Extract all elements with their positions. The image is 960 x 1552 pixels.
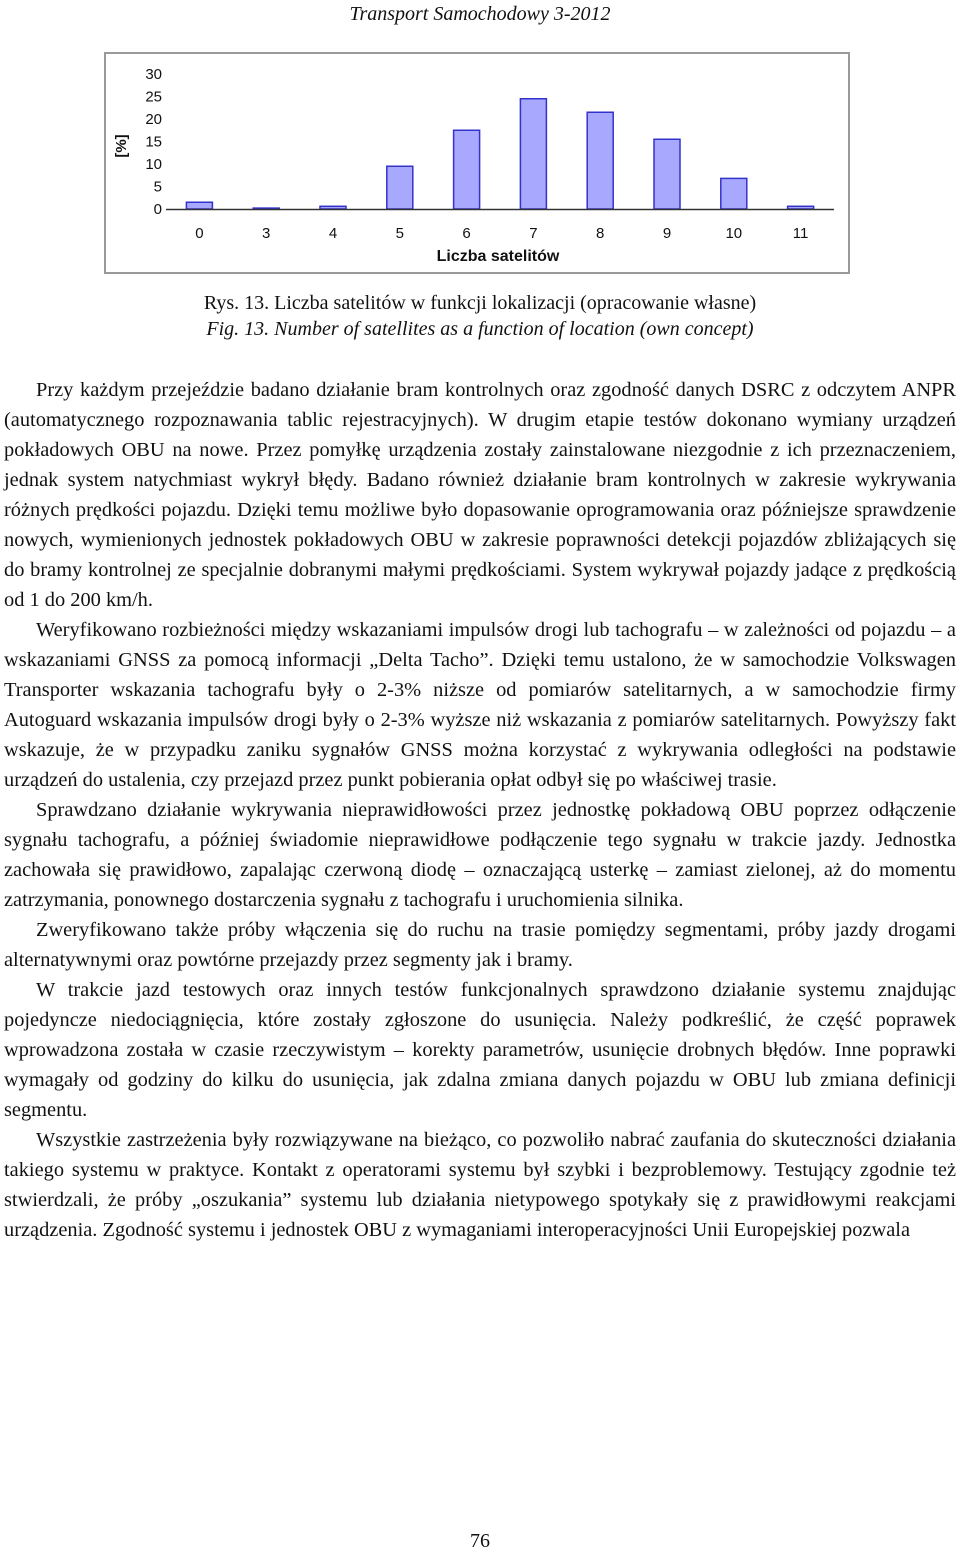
x-tick-label: 11 <box>792 225 809 242</box>
figure-caption-english: Fig. 13. Number of satellites as a function of location (own concept) <box>206 318 754 340</box>
paragraph: W trakcie jazd testowych oraz innych testów funkcjonalnych sprawdzono działanie systemu znajdując pojedyncze niedociągnięcia, które zostały zgłoszone do usunięcia. Należy podkreślić, że część poprawek wprowadzona została w czasie rzeczywistym – korekty parametrów, usunięcie drobnych błędów. Inne poprawki wymagały od godziny do kilku do usunięcia, jak zdalna zmiana danych pojazdu w OBU lub zmiana definicji segmentu. <box>4 979 956 1121</box>
x-tick-label: 9 <box>662 225 672 242</box>
bar <box>454 130 480 209</box>
y-axis-label-group <box>113 134 130 157</box>
y-tick-label: 10 <box>145 156 162 173</box>
x-tick-label: 0 <box>195 225 204 242</box>
figure-bar-chart <box>104 52 850 274</box>
y-axis-label: [%] <box>113 134 130 158</box>
x-tick-label: 10 <box>725 225 743 242</box>
paragraph: Wszystkie zastrzeżenia były rozwiązywane na bieżąco, co pozwoliło nabrać zaufania do skuteczności działania takiego systemu w praktyce. Kontakt z operatorami systemu był szybki i bezproblemowy. Testujący zgodnie też stwierdzali, że próby „oszukania” systemu lub działania nietypowego spotykały się z prawidłowymi reakcjami urządzenia. Zgodność systemu i jednostek OBU z wymaganiami interoperacyjności Unii Europejskiej pozwala <box>4 1129 956 1241</box>
bar <box>186 202 212 209</box>
bar <box>320 206 346 209</box>
x-tick-label: 3 <box>262 225 271 242</box>
figure-caption-polish: Rys. 13. Liczba satelitów w funkcji lokalizacji (opracowanie własne) <box>203 292 757 314</box>
x-axis-ticks <box>195 225 808 242</box>
bar <box>520 99 546 209</box>
bar <box>587 112 613 209</box>
running-header: Transport Samochodowy 3-2012 <box>349 3 611 25</box>
y-tick-label: 15 <box>145 133 162 151</box>
y-tick-label: 5 <box>153 178 162 196</box>
y-tick-label: 30 <box>145 66 162 83</box>
bar <box>788 206 814 209</box>
x-tick-label: 7 <box>529 225 538 242</box>
bars <box>186 99 813 209</box>
x-tick-label: 5 <box>395 225 404 242</box>
x-tick-label: 8 <box>596 225 605 242</box>
chart-canvas <box>106 54 848 272</box>
x-tick-label: 4 <box>328 225 338 242</box>
article-body <box>4 375 956 1245</box>
x-tick-label: 6 <box>462 225 471 242</box>
bar <box>387 166 413 209</box>
y-tick-label: 25 <box>145 88 162 106</box>
bar <box>654 139 680 209</box>
paragraph: Przy każdym przejeździe badano działanie bram kontrolnych oraz zgodność danych DSRC z odczytem ANPR (automatycznego rozpoznawania tablic rejestracyjnych). W drugim etapie testów dokonano wymiany urządzeń pokładowych OBU na nowe. Przez pomyłkę urządzenia zostały zainstalowane niezgodnie z ich przeznaczeniem, jednak system natychmiast wykrył błędy. Badano również działanie bram kontrolnych w zakresie wykrywania różnych prędkości pojazdu. Dzięki temu możliwe było dopasowanie oprogramowania oraz późniejsze sprawdzenie nowych, wymienionych jednostek pokładowych OBU w zakresie poprawności detekcji pojazdów zbliżających się do bramy kontrolnej ze specjalnie dobranymi małymi prędkościami. System wykrywał pojazdy jadące z prędkością od 1 do 200 km/h. <box>4 379 956 611</box>
figure-captions <box>0 290 960 342</box>
x-axis-label: Liczba satelitów <box>436 248 560 265</box>
y-axis-ticks <box>145 66 162 218</box>
bar <box>721 178 747 209</box>
paragraph: Weryfikowano rozbieżności między wskazaniami impulsów drogi lub tachografu – w zależności od pojazdu – a wskazaniami GNSS za pomocą informacji „Delta Tacho”. Dzięki temu ustalono, że w samochodzie Volkswagen Transporter wskazania tachografu były o 2-3% niższe od pomiarów satelitarnych, a w samochodzie firmy Autoguard wskazania impulsów drogi były o 2-3% wyższe niż wskazania z pomiarów satelitarnych. Powyższy fakt wskazuje, że w przypadku zaniku sygnałów GNSS można korzystać z wykrywania odległości na podstawie urządzeń do ustalenia, czy przejazd przez punkt pobierania opłat odbył się po właściwej trasie. <box>4 619 956 791</box>
page-number: 76 <box>470 1530 490 1552</box>
paragraph: Zweryfikowano także próby włączenia się do ruchu na trasie pomiędzy segmentami, próby jazdy drogami alternatywnymi oraz powtórne przejazdy przez segmenty jak i bramy. <box>4 919 956 971</box>
y-tick-label: 0 <box>153 201 162 218</box>
paragraph: Sprawdzano działanie wykrywania nieprawidłowości przez jednostkę pokładową OBU poprzez odłączenie sygnału tachografu, a później świadomie nieprawidłowe podłączenie tego sygnału w trakcie jazdy. Jednostka zachowała się prawidłowo, zapalając czerwoną diodę – oznaczającą usterkę – zamiast zielonej, aż do momentu zatrzymania, ponownego dostarczenia sygnału z tachografu i uruchomienia silnika. <box>4 799 956 911</box>
y-tick-label: 20 <box>145 111 162 128</box>
